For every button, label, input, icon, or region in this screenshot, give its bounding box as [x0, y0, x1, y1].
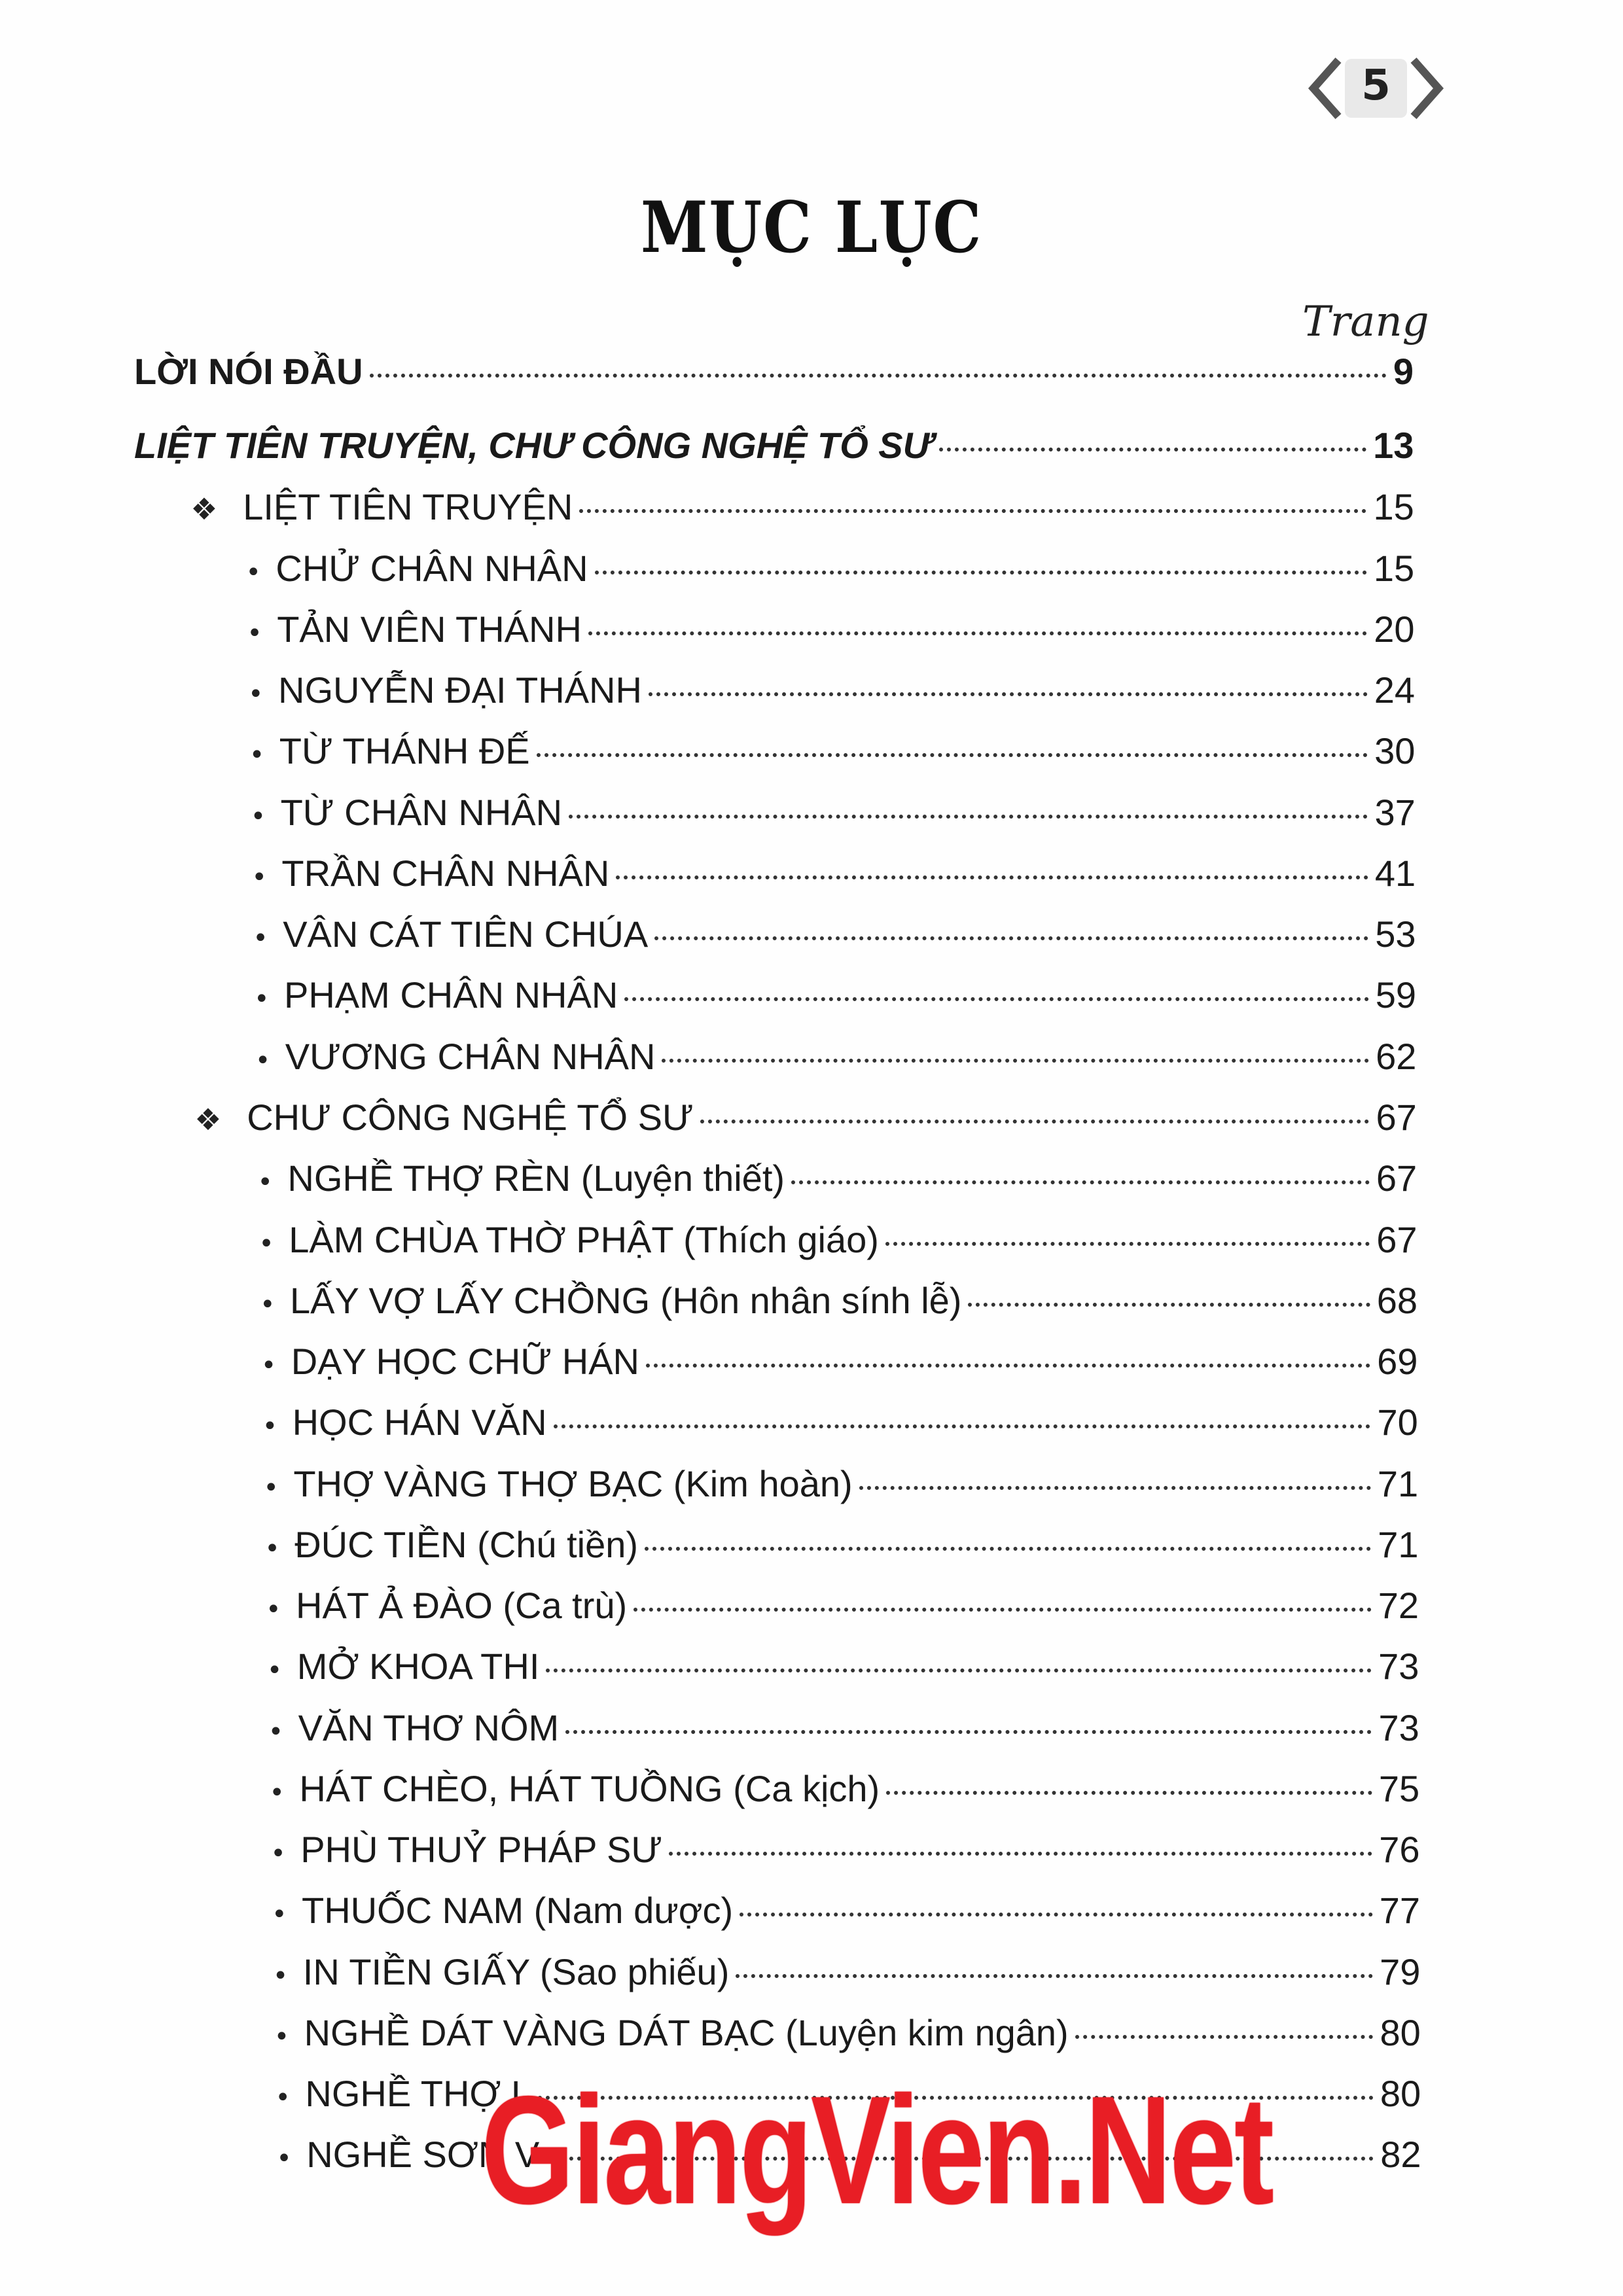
toc-entry-label: TRẦN CHÂN NHÂN: [281, 853, 610, 894]
toc-entry-label: PHÙ THUỶ PHÁP SƯ: [300, 1829, 663, 1870]
bullet-icon: •: [272, 1899, 287, 1930]
toc-entry-page: 15: [1373, 548, 1415, 589]
toc-entry-label: VƯƠNG CHÂN NHÂN: [285, 1036, 656, 1077]
bullet-icon: •: [248, 679, 264, 709]
toc-entry-label: IN TIỀN GIẤY (Sao phiếu): [302, 1951, 730, 1992]
toc-entry-page: 24: [1374, 669, 1415, 711]
toc-row: [254, 974, 1416, 1026]
toc-entry-page: 53: [1375, 913, 1416, 955]
toc-row: [262, 1401, 1418, 1453]
toc-row: [270, 1828, 1419, 1881]
bullet-icon: •: [253, 923, 268, 953]
toc-entry-page: 73: [1378, 1646, 1419, 1687]
toc-entry-page: 13: [1373, 425, 1414, 466]
toc-row: [251, 791, 1416, 843]
toc-row: [194, 1096, 1417, 1148]
toc-row: [257, 1157, 1417, 1209]
toc-row: [272, 1889, 1420, 1941]
dot-leader: [740, 1913, 1373, 1916]
dot-leader: [554, 1424, 1371, 1428]
toc-row: [261, 1340, 1418, 1392]
dot-leader: [546, 1669, 1372, 1672]
bullet-icon: •: [266, 1595, 281, 1625]
toc-entry-label: NGHỀ SƠN V: [306, 2134, 540, 2175]
dot-leader: [669, 1852, 1372, 1856]
diamond-bullet-icon: ❖: [194, 1102, 222, 1137]
bullet-icon: •: [259, 1229, 274, 1259]
toc-entry-page: 9: [1393, 351, 1414, 392]
dot-leader: [624, 997, 1368, 1001]
toc-row: [251, 852, 1416, 904]
toc-entry-label: PHẠM CHÂN NHÂN: [284, 974, 618, 1016]
toc-entry-page: 59: [1375, 974, 1416, 1016]
bullet-icon: •: [274, 2022, 290, 2052]
toc-entry-page: 20: [1374, 609, 1415, 650]
toc-entry-label: HỌC HÁN VĂN: [292, 1402, 547, 1443]
dot-leader: [700, 1120, 1370, 1123]
toc-entry-label: NGHỀ THỢ L: [305, 2073, 532, 2114]
bullet-icon: •: [268, 1717, 284, 1747]
toc-entry-label: TỪ CHÂN NHÂN: [280, 792, 563, 833]
diamond-bullet-icon: ❖: [190, 491, 218, 527]
toc-entry-label: LÀM CHÙA THỜ PHẬT (Thích giáo): [289, 1219, 879, 1260]
toc-entry-page: 69: [1377, 1341, 1418, 1382]
bullet-icon: •: [270, 1839, 286, 1869]
bullet-icon: •: [262, 1411, 278, 1441]
toc-row: [134, 424, 1414, 476]
bullet-icon: •: [264, 1534, 280, 1564]
bullet-icon: •: [254, 984, 270, 1014]
bullet-icon: •: [245, 557, 261, 588]
bullet-icon: •: [260, 1351, 277, 1381]
toc-entry-page: 62: [1376, 1036, 1417, 1077]
toc-row: [134, 350, 1414, 402]
toc-row: [269, 1767, 1419, 1820]
bullet-icon: •: [269, 1778, 285, 1808]
bullet-icon: •: [275, 2083, 291, 2113]
toc-entry-label: LIỆT TIÊN TRUYỆN: [243, 486, 573, 527]
toc-row: [268, 1706, 1419, 1759]
toc-entry-page: 72: [1378, 1585, 1419, 1626]
dot-leader: [537, 753, 1368, 757]
toc-entry-label: NGUYỄN ĐẠI THÁNH: [278, 669, 642, 711]
toc-entry-label: LẤY VỢ LẤY CHỒNG (Hôn nhân sính lễ): [290, 1280, 962, 1321]
bullet-icon: •: [263, 1473, 279, 1503]
toc-entry-label: LIỆT TIÊN TRUYỆN, CHƯ CÔNG NGHỆ TỔ SƯ: [134, 425, 933, 466]
dot-leader: [885, 1242, 1370, 1246]
page-number: 5: [1361, 62, 1391, 110]
toc-row: [267, 1645, 1419, 1697]
toc-entry-label: HÁT CHÈO, HÁT TUỒNG (Ca kịch): [299, 1768, 880, 1809]
toc-row: [248, 669, 1415, 721]
toc-entry-page: 67: [1376, 1157, 1418, 1199]
bullet-icon: •: [272, 1961, 289, 1991]
bullet-icon: •: [250, 802, 266, 832]
toc-entry-label: TẢN VIÊN THÁNH: [277, 609, 582, 650]
bullet-icon: •: [255, 1046, 271, 1076]
toc-entry-page: 79: [1380, 1951, 1421, 1992]
bullet-icon: •: [249, 740, 265, 770]
dot-leader: [633, 1608, 1372, 1612]
toc-entry-page: 73: [1378, 1707, 1419, 1748]
toc-entry-page: 67: [1376, 1219, 1418, 1260]
toc-row: [245, 547, 1414, 599]
toc-entry-label: HÁT Ả ĐÀO (Ca trù): [296, 1585, 628, 1626]
toc-entry-page: 76: [1379, 1829, 1420, 1870]
toc-entry-page: 77: [1379, 1890, 1420, 1931]
toc-entry-page: 37: [1374, 792, 1416, 833]
toc-entry-label: MỞ KHOA THI: [296, 1646, 540, 1687]
dot-leader: [1075, 2035, 1374, 2039]
toc-entry-label: ĐÚC TIỀN (Chú tiền): [294, 1524, 639, 1565]
dot-leader: [370, 374, 1387, 378]
toc-entry-page: 67: [1376, 1097, 1417, 1138]
page-column-header: Trang: [1302, 298, 1429, 346]
toc-entry-label: VĂN THƠ NÔM: [298, 1707, 560, 1748]
toc-row: [247, 608, 1414, 660]
dot-leader: [791, 1180, 1370, 1184]
toc-entry-page: 70: [1377, 1402, 1418, 1443]
toc-entry-label: LỜI NÓI ĐẦU: [134, 351, 363, 392]
dot-leader: [569, 815, 1368, 819]
bullet-icon: •: [260, 1290, 276, 1320]
toc-row: [273, 1951, 1421, 2003]
bullet-icon: •: [251, 862, 267, 892]
dot-leader: [649, 692, 1368, 696]
toc-entry-page: 71: [1378, 1524, 1419, 1565]
dot-leader: [565, 1730, 1372, 1734]
dot-leader: [616, 875, 1368, 879]
toc-row: [249, 730, 1416, 782]
toc-entry-label: TỪ THÁNH ĐẾ: [279, 730, 530, 771]
dot-leader: [645, 1547, 1371, 1551]
page-number-badge: [1306, 52, 1446, 124]
toc-entry-label: DẠY HỌC CHỮ HÁN: [291, 1341, 639, 1382]
toc-row: [190, 486, 1414, 538]
toc-row: [260, 1279, 1418, 1332]
toc-entry-page: 68: [1376, 1280, 1418, 1321]
toc-row: [259, 1218, 1417, 1271]
dot-leader: [859, 1486, 1371, 1490]
toc-row: [255, 1035, 1417, 1087]
toc-entry-label: THUỐC NAM (Nam dược): [302, 1890, 734, 1931]
toc-entry-label: CHỬ CHÂN NHÂN: [276, 548, 588, 589]
dot-leader: [579, 509, 1366, 513]
dot-leader: [886, 1791, 1372, 1795]
bullet-icon: •: [276, 2144, 292, 2174]
dot-leader: [968, 1303, 1370, 1307]
toc-entry-page: 80: [1380, 2012, 1421, 2053]
watermark: GiangVien.Net: [481, 2064, 1272, 2236]
dot-leader: [588, 631, 1367, 635]
toc-row: [253, 913, 1416, 965]
bullet-icon: •: [257, 1167, 273, 1197]
toc-entry-page: 80: [1380, 2073, 1421, 2114]
toc-entry-label: NGHỀ THỢ RÈN (Luyện thiết): [287, 1157, 785, 1199]
toc-entry-page: 41: [1374, 853, 1416, 894]
toc-entry-page: 30: [1374, 730, 1416, 771]
page-title: MỤC LỤC: [640, 186, 983, 269]
toc-row: [264, 1523, 1418, 1576]
dot-leader: [736, 1974, 1373, 1978]
toc-entry-label: VÂN CÁT TIÊN CHÚA: [283, 913, 649, 955]
toc-row: [263, 1462, 1418, 1515]
toc-entry-page: 82: [1380, 2134, 1421, 2175]
dot-leader: [939, 448, 1366, 451]
bullet-icon: •: [266, 1655, 283, 1686]
toc-row: [266, 1584, 1419, 1636]
bullet-icon: •: [247, 618, 262, 648]
toc-row: [274, 2011, 1421, 2064]
toc-entry-label: THỢ VÀNG THỢ BẠC (Kim hoàn): [293, 1463, 853, 1504]
toc-entry-page: 71: [1377, 1463, 1419, 1504]
toc-entry-label: CHƯ CÔNG NGHỆ TỔ SƯ: [247, 1097, 694, 1138]
dot-leader: [654, 936, 1368, 940]
dot-leader: [595, 571, 1367, 574]
dot-leader: [662, 1059, 1369, 1063]
dot-leader: [646, 1364, 1370, 1368]
toc-entry-page: 15: [1373, 486, 1414, 527]
toc-entry-page: 75: [1378, 1768, 1420, 1809]
toc-entry-label: NGHỀ DÁT VÀNG DÁT BẠC (Luyện kim ngân): [304, 2012, 1069, 2053]
